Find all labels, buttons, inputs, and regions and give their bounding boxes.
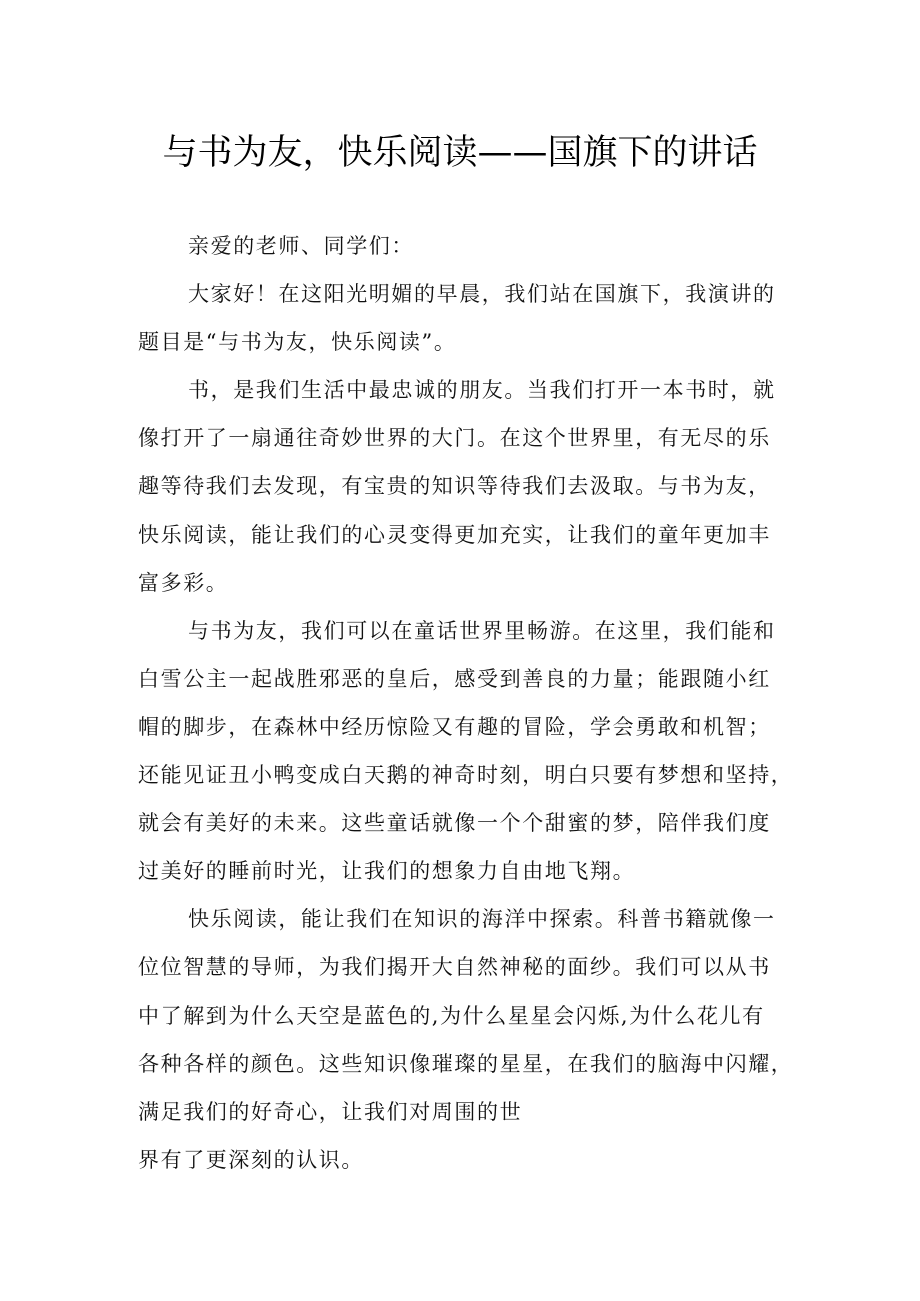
paragraph-3-line-4: 还能见证丑小鸭变成白天鹅的神奇时刻，明白只要有梦想和坚持， (138, 763, 794, 788)
document-body (138, 222, 794, 1184)
paragraph-2-line-1: 书，是我们生活中最忠诚的朋友。当我们打开一本书时，就 (188, 378, 776, 403)
paragraph-4-line-6: 界有了更深刻的认识。 (138, 1147, 364, 1172)
paragraph-3-line-6: 过美好的睡前时光，让我们的想象力自由地飞翔。 (138, 859, 636, 884)
paragraph-2-line-2: 像打开了一扇通往奇妙世界的大门。在这个世界里，有无尽的乐 (138, 426, 771, 451)
paragraph-3-line-3: 帽的脚步，在森林中经历惊险又有趣的冒险，学会勇敢和机智； (138, 714, 771, 739)
paragraph-4-line-1: 快乐阅读，能让我们在知识的海洋中探索。科普书籍就像一 (188, 907, 776, 932)
paragraph-4-line-3: 中了解到为什么天空是蓝色的,为什么星星会闪烁,为什么花儿有 (138, 1003, 765, 1028)
paragraph-4-line-2: 位位智慧的导师，为我们揭开大自然神秘的面纱。我们可以从书 (138, 955, 771, 980)
paragraph-2-line-5: 富多彩。 (138, 570, 229, 595)
paragraph-3-line-1: 与书为友，我们可以在童话世界里畅游。在这里，我们能和 (188, 618, 776, 643)
paragraph-1-line-1: 大家好！在这阳光明媚的早晨，我们站在国旗下，我演讲的 (188, 282, 776, 307)
paragraph-4-line-5: 满足我们的好奇心，让我们对周围的世 (138, 1099, 523, 1124)
paragraph-4-line-4: 各种各样的颜色。这些知识像璀璨的星星，在我们的脑海中闪耀， (138, 1051, 794, 1076)
paragraph-3-line-2: 白雪公主一起战胜邪恶的皇后，感受到善良的力量；能跟随小红 (138, 666, 771, 691)
paragraph-2-line-3: 趣等待我们去发现，有宝贵的知识等待我们去汲取。与书为友， (138, 474, 771, 499)
paragraph-1-line-2: 题目是“与书为友，快乐阅读”。 (138, 330, 457, 355)
document-title: 与书为友，快乐阅读——国旗下的讲话 (162, 133, 758, 173)
salutation-line: 亲爱的老师、同学们： (188, 234, 414, 258)
paragraph-2-line-4: 快乐阅读，能让我们的心灵变得更加充实，让我们的童年更加丰 (138, 522, 771, 547)
paragraph-3-line-5: 就会有美好的未来。这些童话就像一个个甜蜜的梦，陪伴我们度 (138, 811, 771, 836)
